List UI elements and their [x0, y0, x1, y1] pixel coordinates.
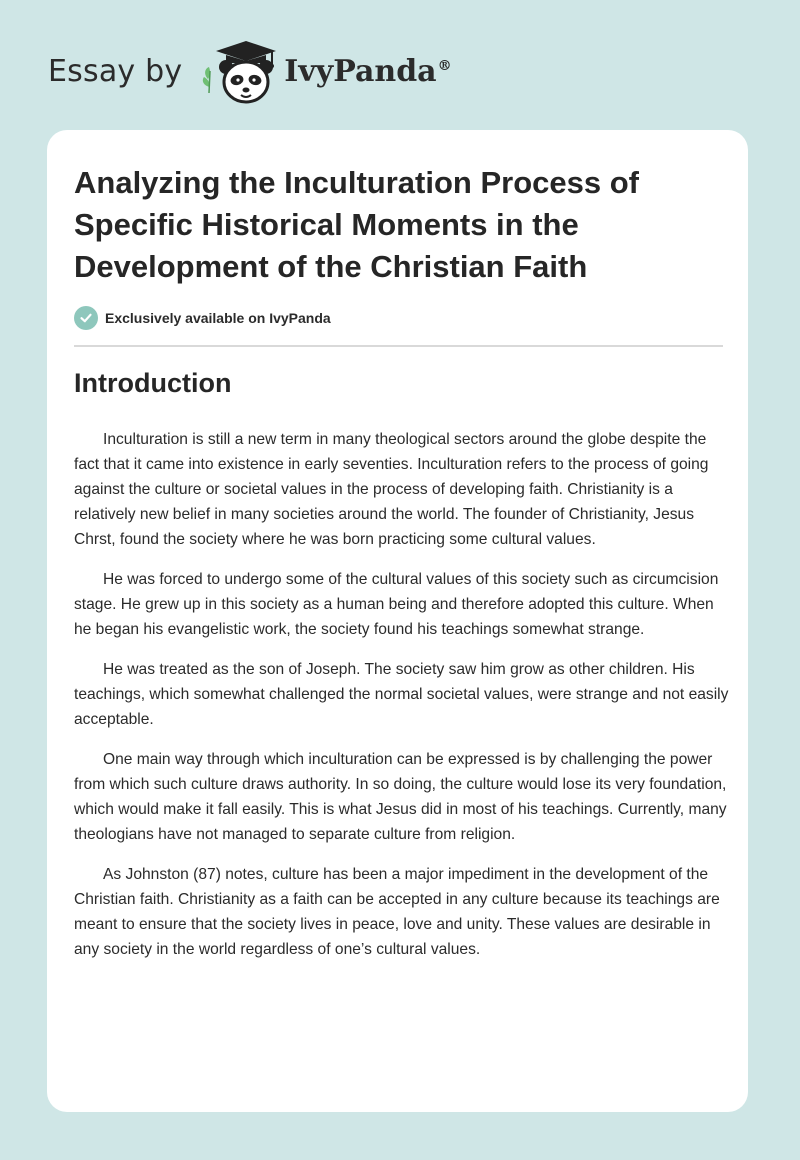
essay-card	[47, 130, 748, 1112]
brand-name[interactable]: IvyPanda®	[284, 53, 452, 89]
essay-body	[74, 427, 729, 977]
paragraph: Inculturation is still a new term in many theological sectors around the globe despite the fact that it came into existence in early seventies. Inculturation refers to the process of going against the culture or societal values in the process of developing faith. Christianity is a relatively new belief in many societies around the world. The founder of Christianity, Jesus Chrst, found the society where he was born practicing some cultural values.	[74, 431, 709, 548]
paragraph: He was forced to undergo some of the cultural values of this society such as circumcision stage. He grew up in this society as a human being and therefore adopted this culture. When he began his evangelistic work, the society found his teachings somewhat strange.	[74, 571, 719, 638]
paragraph: As Johnston (87) notes, culture has been a major impediment in the development of the Christian faith. Christianity as a faith can be accepted in any culture because its teachings are meant to ensure that the society lives in peace, love and unity. These values are desirable in any society in the world regardless of one’s cultural values.	[74, 866, 720, 958]
check-badge-icon	[74, 306, 98, 330]
paragraph: He was treated as the son of Joseph. The society saw him grow as other children. His teachings, which somewhat challenged the normal societal values, were strange and not easily acceptable.	[74, 661, 729, 728]
essay-by-label: Essay by	[48, 53, 183, 89]
panda-graduation-cap-icon[interactable]	[196, 35, 280, 107]
section-heading-introduction: Introduction	[74, 368, 232, 398]
site-header	[48, 36, 452, 106]
divider	[74, 345, 723, 347]
registered-mark: ®	[437, 57, 452, 74]
exclusive-label: Exclusively available on IvyPanda	[105, 310, 331, 326]
exclusive-badge	[74, 306, 331, 330]
page-title: Analyzing the Inculturation Process of Specific Historical Moments in the Development of the Christian Faith	[74, 165, 639, 284]
paragraph: One main way through which inculturation can be expressed is by challenging the power from which such culture draws authority. In so doing, the culture would lose its very foundation, which would make it fall easily. This is what Jesus did in most of his teachings. Currently, many theologians have not managed to separate culture from religion.	[74, 751, 727, 843]
